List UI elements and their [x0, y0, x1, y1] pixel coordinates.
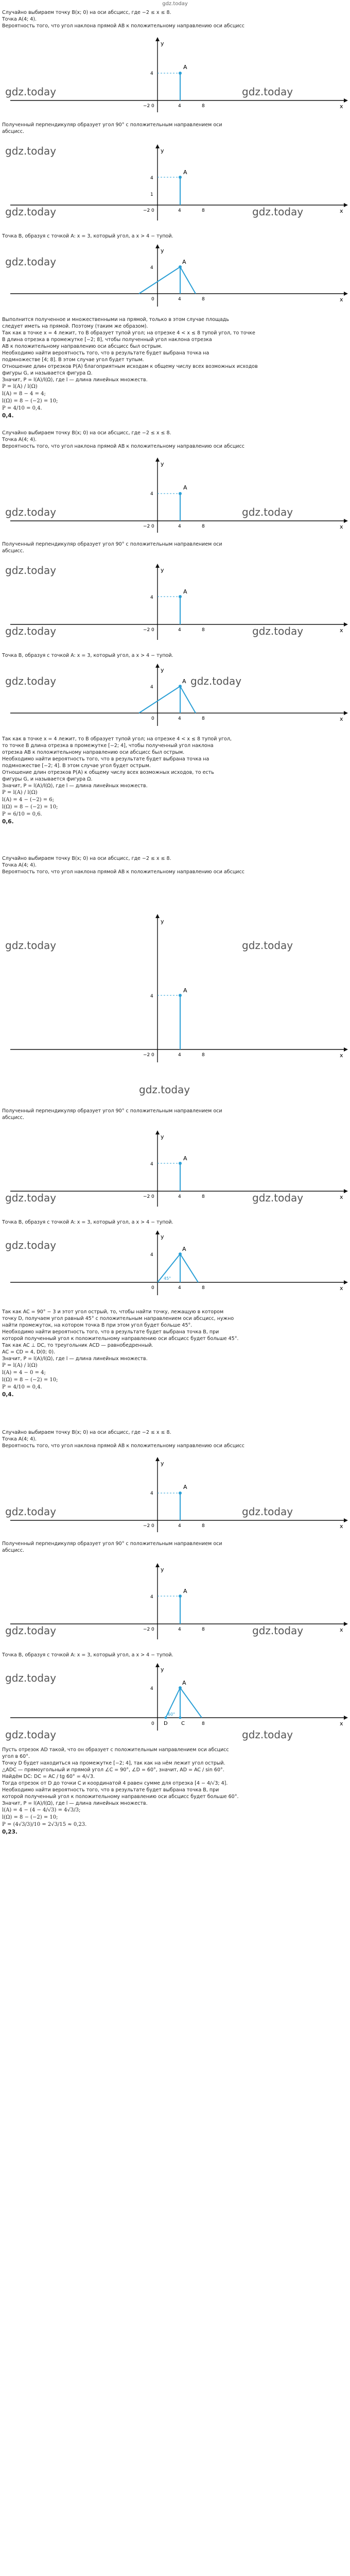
- tick-label: 4: [150, 492, 153, 497]
- origin-label: 0: [151, 297, 154, 302]
- solution-section-2-cont: [2, 541, 348, 554]
- y-axis-arrow: [155, 664, 160, 668]
- text-line: Вероятность того, что угол наклона прямой AB к положительному направлению оси абсцисс: [2, 1443, 244, 1449]
- angle-label: 60°: [168, 1712, 176, 1717]
- text-line: то точке B длина отрезка в промежутке [−2; 4], чтобы полученный угол наклона: [2, 743, 214, 749]
- formula: l(A) = 4 − 0 = 4;: [2, 1370, 46, 1376]
- text-line: Пусть отрезок AD такой, что он образует с положительным направлением оси абсцисс: [2, 1747, 229, 1753]
- text-line: Тогда отрезок от D до точки C и координатой 4 равен сумме для отрезка [4 − 4/√3; 4].: [2, 1781, 228, 1786]
- point-a: [179, 72, 182, 75]
- text-line: Точка A(4; 4).: [2, 1436, 37, 1442]
- formula: l(Ω) = 8 − (−2) = 10;: [2, 804, 58, 810]
- y-axis-arrow: [155, 1663, 160, 1667]
- text-line: следует иметь на прямой. Поэтому (таким же образом).: [2, 324, 148, 329]
- x-axis-arrow: [344, 1622, 348, 1626]
- tick-label: −2: [143, 628, 150, 633]
- y-axis-arrow: [155, 144, 160, 148]
- text-line: Случайно выбираем точку B(x; 0) на оси абсцисс, где −2 ≤ x ≤ 8.: [2, 430, 171, 436]
- x-axis-label: x: [340, 1052, 343, 1059]
- watermark: gdz.today: [5, 1624, 57, 1637]
- text-line: Отношение длин отрезков P(A) благоприятным исходам к общему числу всех возможных исходов: [2, 364, 258, 369]
- watermark: gdz.today: [5, 1672, 57, 1684]
- text-line: Полученный перпендикуляр образует угол 90° с положительным направлением оси: [2, 122, 222, 128]
- tick-label: 4: [178, 1285, 181, 1291]
- y-axis-arrow: [155, 1230, 160, 1234]
- tick-label: −2: [143, 524, 150, 529]
- y-axis-arrow: [155, 1130, 160, 1134]
- coordinate-graph: [0, 1661, 350, 1743]
- coordinate-graph: [0, 1557, 350, 1650]
- coordinate-graph: [0, 877, 350, 1104]
- formula: P = l(A) / l(Ω): [2, 384, 38, 389]
- tick-label: −2: [143, 208, 150, 213]
- tick-label: 4: [150, 176, 153, 181]
- text-line: △ADC — прямоугольный и прямой угол ∠C = 90°, ∠D = 60°, значит, AD = AC / sin 60°.: [2, 1767, 224, 1773]
- solution-section-4: [2, 1429, 348, 1449]
- origin-label: 0: [151, 716, 154, 721]
- graph-3b: [0, 1124, 350, 1219]
- y-axis-label: y: [161, 1666, 164, 1673]
- text-line: Полученный перпендикуляр образует угол 90° с положительным направлением оси: [2, 1541, 222, 1547]
- solution-section-1-text: [2, 316, 348, 419]
- watermark: gdz.today: [5, 939, 57, 952]
- text-line: Так как в точке x = 4 лежит, то B образует тупой угол; на отрезке 4 < x ≤ 8 тупой угол,: [2, 736, 232, 742]
- text-line: Так как AC ⊥ DC, то треугольник ACD — равнобедренный.: [2, 1343, 153, 1348]
- watermark: gdz.today: [5, 506, 57, 518]
- y-axis-label: y: [161, 918, 164, 925]
- x-axis-arrow: [344, 519, 348, 523]
- text-line: Необходимо найти вероятность того, что в результате будет выбрана точка на: [2, 350, 209, 356]
- point-a: [179, 994, 182, 997]
- tick-label: 4: [178, 524, 181, 529]
- tick-label: 4: [150, 1162, 153, 1167]
- tick-label: 4: [178, 1627, 181, 1632]
- text-line: Точка A(4; 4).: [2, 437, 37, 443]
- answer: 0,4.: [2, 413, 14, 419]
- x-axis-label: x: [340, 523, 343, 530]
- tick-label: 4: [178, 716, 181, 721]
- formula: P = 4/10 = 0,4.: [2, 1384, 42, 1390]
- y-axis-label: y: [161, 1460, 164, 1467]
- text-line: абсцисс.: [2, 1548, 25, 1553]
- coordinate-graph: [0, 138, 350, 231]
- x-axis-label: x: [340, 103, 343, 110]
- solution-section-3-cont: [2, 1108, 348, 1121]
- text-line: Полученный перпендикуляр образует угол 90° с положительным направлением оси: [2, 1108, 222, 1114]
- solution-section-3-cont: [2, 1219, 348, 1226]
- watermark: gdz.today: [252, 625, 304, 637]
- formula: l(A) = 8 − 4 = 4;: [2, 391, 46, 397]
- tick-label: 8: [202, 1053, 205, 1058]
- text-line: Необходимо найти вероятность того, что в результате будет выбрана точка на: [2, 756, 209, 762]
- point-a-label: A: [183, 987, 187, 994]
- tick-label: −2: [143, 1523, 150, 1529]
- graph-4c: [0, 1661, 350, 1745]
- text-line: AB к положительному направлению оси абсцисс был острым.: [2, 344, 163, 349]
- formula: l(Ω) = 8 − (−2) = 10;: [2, 1815, 58, 1820]
- solution-section-1: [2, 9, 348, 29]
- origin-label: 0: [151, 1627, 154, 1632]
- tick-label: 1: [150, 192, 153, 197]
- watermark: gdz.today: [5, 256, 57, 268]
- watermark: gdz.today: [5, 1505, 57, 1518]
- formula: P = 4/10 = 0,4.: [2, 405, 42, 411]
- tick-label: 8: [202, 208, 205, 213]
- tick-label: 4: [150, 1491, 153, 1496]
- text-line: Найдём DC: DC = AC / tg 60° = 4/√3.: [2, 1774, 95, 1780]
- y-axis-arrow: [155, 564, 160, 568]
- point-c: [179, 1717, 182, 1719]
- text-line: подмножестве [−2; 4]. В этом случае угол будет острым.: [2, 763, 151, 769]
- x-axis-arrow: [344, 711, 348, 715]
- y-axis-label: y: [161, 1566, 164, 1573]
- watermark: gdz.today: [5, 86, 57, 98]
- tick-label: 4: [150, 595, 153, 600]
- tick-label: 4: [178, 1053, 181, 1058]
- coordinate-graph: [0, 557, 350, 650]
- tick-label: 4: [178, 628, 181, 633]
- point-a-label: A: [183, 1484, 187, 1490]
- solution-section-1-cont: [2, 233, 348, 240]
- text-line: Необходимо найти вероятность того, что в результате будет выбрана точка B, при: [2, 1787, 219, 1793]
- y-axis-label: y: [161, 147, 164, 154]
- origin-label: 0: [151, 1721, 154, 1726]
- solution-section-4-text: [2, 1747, 348, 1836]
- tick-label: −2: [143, 1053, 150, 1058]
- graph-4b: [0, 1557, 350, 1652]
- text-line: Отношение длин отрезков P(A) к общему числу всех возможных исходов, то есть: [2, 770, 214, 775]
- y-axis-label: y: [161, 1133, 164, 1140]
- point-a: [179, 1492, 182, 1495]
- origin-label: 0: [151, 1285, 154, 1291]
- coordinate-graph: [0, 662, 350, 734]
- text-line: абсцисс.: [2, 129, 25, 134]
- y-axis-arrow: [155, 914, 160, 918]
- text-line: Так как AC = 90° − 3 и этот угол острый, то, чтобы найти точку, лежащую в котором: [2, 1309, 224, 1315]
- tick-label: 4: [178, 1523, 181, 1529]
- origin-label: 0: [151, 208, 154, 213]
- tick-label: 4: [150, 685, 153, 690]
- watermark: gdz.today: [5, 1239, 57, 1251]
- point-a-label: A: [183, 484, 187, 491]
- coordinate-graph: [0, 242, 350, 314]
- text-line: Вероятность того, что угол наклона прямой AB к положительному направлению оси абсцисс: [2, 23, 244, 29]
- text-line: Значит, P = l(A)/l(Ω), где l — длина линейных множеств.: [2, 377, 148, 383]
- watermark: gdz.today: [190, 675, 242, 687]
- solution-section-1-cont: [2, 122, 348, 135]
- tick-label: 8: [202, 1627, 205, 1632]
- x-axis-arrow: [344, 292, 348, 296]
- x-axis-arrow: [344, 1280, 348, 1284]
- text-line: абсцисс.: [2, 548, 25, 554]
- x-axis-label: x: [340, 208, 343, 214]
- tick-label: 4: [150, 1595, 153, 1600]
- y-axis-arrow: [155, 1457, 160, 1461]
- solution-section-2-cont: [2, 652, 348, 659]
- tick-label: 4: [178, 297, 181, 302]
- graph-2a: [0, 451, 350, 538]
- text-line: Точка B, образуя с точкой A: x = 3, который угол, а x > 4 − тупой.: [2, 1219, 173, 1225]
- watermark: gdz.today: [5, 206, 57, 218]
- tick-label: −2: [143, 1194, 150, 1199]
- tick-label: 8: [202, 104, 205, 109]
- x-axis-label: x: [340, 627, 343, 634]
- origin-label: 0: [151, 628, 154, 633]
- point-a: [179, 685, 182, 688]
- answer: 0,4.: [2, 1392, 14, 1398]
- text-line: Точка B, образуя с точкой A: x = 3, который угол, а x > 4 − тупой.: [2, 233, 173, 239]
- tick-label: 8: [202, 524, 205, 529]
- watermark: gdz.today: [5, 1192, 57, 1204]
- text-line: Точка B, образуя с точкой A: x = 3, который угол, а x > 4 − тупой.: [2, 1652, 173, 1658]
- solution-section-2: [2, 430, 348, 450]
- y-axis-arrow: [155, 457, 160, 462]
- solution-section-4-cont: [2, 1652, 348, 1658]
- text-line: отрезка AB к положительному направлению оси абсцисс был острым.: [2, 750, 185, 755]
- coordinate-graph: [0, 451, 350, 536]
- point-a-label: A: [183, 588, 187, 595]
- site-header[interactable]: gdz.today: [162, 1, 188, 7]
- origin-label: 0: [151, 1194, 154, 1199]
- point-a-label: A: [183, 169, 187, 176]
- text-line: фигуры G, и называется фигура Ω.: [2, 370, 93, 376]
- graph-3a: [0, 877, 350, 1106]
- triangle-segments: [139, 267, 196, 294]
- text-line: угол в 60°.: [2, 1754, 30, 1759]
- watermark: gdz.today: [242, 506, 293, 518]
- x-axis-label: x: [340, 1285, 343, 1292]
- point-a-label: A: [182, 1246, 186, 1252]
- graph-1a: [0, 31, 350, 118]
- watermark: gdz.today: [5, 145, 57, 157]
- formula: P = 6/10 = 0,6.: [2, 811, 42, 817]
- text-line: Точку D будет находиться на промежутке [−2; 4], так как на нём лежит угол острый.: [2, 1760, 225, 1766]
- tick-label: 4: [150, 265, 153, 270]
- point-a: [179, 1686, 182, 1689]
- text-line: найти промежуток, на котором точка B при этом угол будет больше 45°.: [2, 1323, 192, 1328]
- x-axis-arrow: [344, 1716, 348, 1720]
- coordinate-graph: [0, 31, 350, 116]
- text-line: подмножестве [4; 8]. В этом случае угол будет тупым.: [2, 357, 144, 363]
- text-line: которой полученный угол к положительному направлению оси абсцисс будет больше 45°.: [2, 1336, 239, 1342]
- graph-1b: [0, 138, 350, 233]
- tick-label: −2: [143, 104, 150, 109]
- tick-label: 4: [178, 104, 181, 109]
- tick-label: 8: [202, 297, 205, 302]
- tick-label: 4: [150, 71, 153, 76]
- point-d-label: D: [164, 1721, 168, 1726]
- x-axis-arrow: [344, 622, 348, 626]
- x-axis-label: x: [340, 716, 343, 722]
- point-a: [179, 176, 182, 179]
- point-a: [179, 492, 182, 495]
- text-line: Вероятность того, что угол наклона прямой AB к положительному направлению оси абсцисс: [2, 869, 244, 875]
- watermark: gdz.today: [252, 1624, 304, 1637]
- x-axis-arrow: [344, 1047, 348, 1052]
- text-line: Вероятность того, что угол наклона прямой AB к положительному направлению оси абсцисс: [2, 444, 244, 449]
- tick-label: 4: [150, 994, 153, 999]
- origin-label: 0: [151, 1523, 154, 1529]
- tick-label: −2: [143, 1627, 150, 1632]
- tick-label: 8: [202, 628, 205, 633]
- point-a-label: A: [183, 1155, 187, 1162]
- watermark: gdz.today: [252, 206, 304, 218]
- text-line: точку D, получаем угол равный 45° с положительным направлением оси абсцисс, нужно: [2, 1316, 234, 1321]
- x-axis-arrow: [344, 98, 348, 103]
- watermark: gdz.today: [242, 1728, 293, 1741]
- point-a: [179, 265, 182, 268]
- watermark: gdz.today: [5, 564, 57, 577]
- tick-label: 4: [150, 1686, 153, 1691]
- formula: l(Ω) = 8 − (−2) = 10;: [2, 1377, 58, 1383]
- tick-label: 8: [202, 1523, 205, 1529]
- x-axis-label: x: [340, 1523, 343, 1530]
- answer: 0,23.: [2, 1829, 18, 1835]
- y-axis-label: y: [161, 1233, 164, 1240]
- x-axis-arrow: [344, 1189, 348, 1193]
- point-a: [179, 1162, 182, 1165]
- text-line: Случайно выбираем точку B(x; 0) на оси абсцисс, где −2 ≤ x ≤ 8.: [2, 1430, 171, 1435]
- x-axis-label: x: [340, 1720, 343, 1727]
- text-line: Случайно выбираем точку B(x; 0) на оси абсцисс, где −2 ≤ x ≤ 8.: [2, 856, 171, 861]
- tick-label: 8: [202, 1285, 205, 1291]
- text-line: B длина отрезка в промежутке [−2; 8], чтобы полученный угол наклона отрезка: [2, 337, 212, 343]
- point-a-label: A: [183, 64, 187, 71]
- y-axis-label: y: [161, 40, 164, 47]
- tick-label: 8: [202, 716, 205, 721]
- origin-label: 0: [151, 524, 154, 529]
- text-line: Случайно выбираем точку B(x; 0) на оси абсцисс, где −2 ≤ x ≤ 8.: [2, 10, 171, 15]
- watermark: gdz.today: [242, 86, 293, 98]
- solution-section-3-text: [2, 1309, 348, 1398]
- x-axis-label: x: [340, 296, 343, 303]
- graph-1c: [0, 242, 350, 316]
- point-a-label: A: [182, 678, 186, 685]
- text-line: Полученный перпендикуляр образует угол 90° с положительным направлением оси: [2, 541, 222, 547]
- formula: l(Ω) = 8 − (−2) = 10;: [2, 398, 58, 404]
- y-axis-arrow: [155, 1563, 160, 1567]
- text-line: Необходимо найти вероятность того, что в результате будет выбрана точка B, при: [2, 1329, 219, 1335]
- solution-section-2-text: [2, 736, 348, 825]
- tick-label: 4: [178, 208, 181, 213]
- text-line: Значит, P = l(A)/l(Ω), где l — длина линейных множеств.: [2, 1801, 148, 1806]
- watermark: gdz.today: [139, 1083, 190, 1096]
- y-axis-label: y: [161, 247, 164, 254]
- solution-section-3: [2, 855, 348, 875]
- origin-label: 0: [151, 1053, 154, 1058]
- point-a: [179, 1595, 182, 1598]
- graph-3c: [0, 1228, 350, 1308]
- x-axis-label: x: [340, 1194, 343, 1200]
- point-c-label: C: [181, 1721, 185, 1726]
- point-a: [179, 1252, 182, 1256]
- tick-label: 8: [202, 1194, 205, 1199]
- coordinate-graph: [0, 1451, 350, 1536]
- formula: P = l(A) / l(Ω): [2, 790, 38, 795]
- text-line: Точка A(4; 4).: [2, 16, 37, 22]
- text-line: Значит, P = l(A)/l(Ω), где l — длина линейных множеств.: [2, 1356, 148, 1362]
- graph-4a: [0, 1451, 350, 1538]
- solution-section-4-cont: [2, 1540, 348, 1554]
- watermark: gdz.today: [5, 1728, 57, 1741]
- watermark: gdz.today: [242, 1505, 293, 1518]
- x-axis-arrow: [344, 203, 348, 207]
- y-axis-arrow: [155, 244, 160, 248]
- origin-label: 0: [151, 104, 154, 109]
- point-a-label: A: [182, 259, 186, 265]
- x-axis-label: x: [340, 1626, 343, 1633]
- coordinate-graph: [0, 1124, 350, 1217]
- coordinate-graph: [0, 1228, 350, 1306]
- x-axis-arrow: [344, 1518, 348, 1522]
- point-a: [179, 595, 182, 598]
- tick-label: 8: [202, 1721, 205, 1726]
- text-line: AC = CD = 4, D(0; 0).: [2, 1349, 56, 1355]
- y-axis-label: y: [161, 667, 164, 673]
- watermark: gdz.today: [5, 675, 57, 687]
- point-a-label: A: [182, 1680, 186, 1686]
- y-axis-label: y: [161, 567, 164, 573]
- point-d: [165, 1717, 167, 1719]
- text-line: Точка B, образуя с точкой A: x = 3, который угол, а x > 4 − тупой.: [2, 653, 173, 658]
- watermark: gdz.today: [252, 1192, 304, 1204]
- formula: P = l(A) / l(Ω): [2, 1363, 38, 1368]
- text-line: фигуры G, и называется фигура Ω.: [2, 776, 93, 782]
- text-line: Точка A(4; 4).: [2, 862, 37, 868]
- text-line: абсцисс.: [2, 1115, 25, 1121]
- y-axis-arrow: [155, 37, 160, 41]
- tick-label: 4: [150, 1252, 153, 1258]
- text-line: Выполнится полученное и множественными на прямой, только в этом случае площадь: [2, 317, 229, 323]
- graph-2b: [0, 557, 350, 652]
- text-line: Значит, P = l(A)/l(Ω), где l — длина линейных множеств.: [2, 783, 148, 789]
- tick-label: 4: [178, 1194, 181, 1199]
- y-axis-label: y: [161, 461, 164, 467]
- formula: l(A) = 4 − (4 − 4/√3) = 4√3/3;: [2, 1807, 81, 1813]
- text-line: Так как в точке x = 4 лежит, то B образует тупой угол; на отрезке 4 < x ≤ 8 тупой угол, то точке: [2, 330, 255, 336]
- formula: l(A) = 4 − (−2) = 6;: [2, 797, 55, 803]
- watermark: gdz.today: [5, 625, 57, 637]
- triangle-segments: [139, 686, 196, 713]
- text-line: которой полученный угол к положительному направлению оси абсцисс будет больше 60°.: [2, 1794, 239, 1800]
- watermark: gdz.today: [242, 939, 293, 952]
- angle-label: 45°: [164, 1276, 171, 1281]
- answer: 0,6.: [2, 819, 14, 825]
- point-a-label: A: [183, 1588, 187, 1595]
- formula: P = (4√3/3)/10 = 2√3/15 ≈ 0,23.: [2, 1822, 87, 1827]
- graph-2c: [0, 662, 350, 736]
